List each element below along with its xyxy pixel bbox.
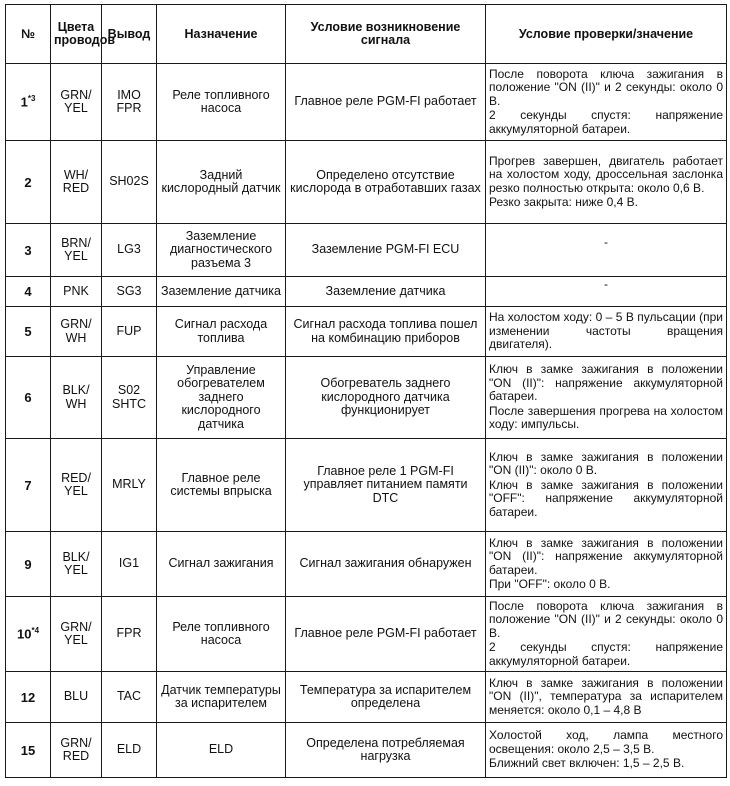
pin-name-cell: SG3 <box>102 277 157 307</box>
table-row <box>6 64 727 141</box>
pin-number-cell <box>6 64 51 141</box>
header-wire-color: Цвета проводов <box>51 5 102 64</box>
purpose-cell: Сигнал расхода топлива <box>157 307 286 357</box>
header-pin: Вывод <box>102 5 157 64</box>
pin-number-cell <box>6 597 51 672</box>
footnote-marker: *3 <box>27 94 36 104</box>
check-condition-line: Ключ в замке зажигания в положении "OFF": напряжение аккумуляторной батареи. <box>489 477 723 519</box>
pin-number: 6 <box>24 390 32 405</box>
table-row <box>6 357 727 439</box>
table-row <box>6 672 727 723</box>
check-condition-line: Ключ в замке зажигания в положении "ON (II)": напряжение аккумуляторной батареи. <box>489 535 723 577</box>
purpose-cell: Главное реле системы впрыска <box>157 439 286 532</box>
pin-number: 1 <box>20 94 28 110</box>
pin-number-cell <box>6 277 51 307</box>
pin-number: 2 <box>24 174 32 190</box>
signal-condition-cell: Главное реле PGM-FI работает <box>286 597 486 672</box>
header-row <box>6 5 727 64</box>
empty-value-dash: - <box>604 276 608 291</box>
pin-number: 4 <box>24 284 32 299</box>
wire-color-cell: RED/ YEL <box>51 439 102 532</box>
pin-number: 7 <box>24 477 32 493</box>
pin-name-cell: MRLY <box>102 439 157 532</box>
check-condition-cell <box>486 357 727 439</box>
purpose-cell: ELD <box>157 723 286 778</box>
pin-number: 3 <box>24 242 32 258</box>
check-condition-cell <box>486 64 727 141</box>
check-condition-line: Холостой ход, лампа местного освещения: около 2,5 – 3,5 В. <box>489 728 723 756</box>
table-row <box>6 277 727 307</box>
signal-condition-cell: Определена потребляемая нагрузка <box>286 723 486 778</box>
check-condition-line: После завершения прогрева на холостом ходу: импульсы. <box>489 403 723 432</box>
pin-number-cell <box>6 224 51 277</box>
wire-color-cell: GRN/ RED <box>51 723 102 778</box>
wire-color-cell: GRN/ WH <box>51 307 102 357</box>
pin-number-cell <box>6 357 51 439</box>
check-condition-cell <box>486 277 727 307</box>
table-row <box>6 439 727 532</box>
check-condition-line: Ключ в замке зажигания в положении "ON (II)": напряжение аккумуляторной батареи. <box>489 362 723 404</box>
pin-number-cell <box>6 532 51 597</box>
signal-condition-cell: Заземление датчика <box>286 277 486 307</box>
check-condition-line: 2 секунды спустя: напряжение аккумуляторной батареи. <box>489 108 723 136</box>
header-no: № <box>6 5 51 64</box>
pin-name-cell: IG1 <box>102 532 157 597</box>
pin-name-cell: ELD <box>102 723 157 778</box>
check-condition-line: Ключ в замке зажигания в положении "ON (II)": около 0 В. <box>489 449 723 478</box>
purpose-cell: Реле топливного насоса <box>157 64 286 141</box>
signal-condition-cell: Сигнал зажигания обнаружен <box>286 532 486 597</box>
check-condition-cell <box>486 532 727 597</box>
purpose-cell: Датчик температуры за испарителем <box>157 672 286 723</box>
check-condition-cell <box>486 141 727 224</box>
table-row <box>6 532 727 597</box>
pin-number: 9 <box>24 556 32 572</box>
table-row <box>6 224 727 277</box>
pin-number-cell <box>6 672 51 723</box>
check-condition-line: Ключ в замке зажигания в положении "ON (II)", температура за испарителем меняется: около 0,1 – 4,8 В <box>489 675 723 717</box>
wire-color-cell: GRN/ YEL <box>51 64 102 141</box>
signal-condition-cell: Заземление PGM-FI ECU <box>286 224 486 277</box>
signal-condition-cell: Сигнал расхода топлива пошел на комбинацию приборов <box>286 307 486 357</box>
table-row <box>6 307 727 357</box>
wire-color-cell: BLU <box>51 672 102 723</box>
pin-name-cell: S02 SHTC <box>102 357 157 439</box>
check-condition-line: Резко закрыта: ниже 0,4 В. <box>489 195 638 209</box>
check-condition-line: При "OFF": около 0 В. <box>489 577 611 591</box>
wire-color-cell: BLK/ YEL <box>51 532 102 597</box>
wire-color-cell: PNK <box>51 277 102 307</box>
wire-color-cell: WH/ RED <box>51 141 102 224</box>
pin-number-cell <box>6 307 51 357</box>
purpose-cell: Управление обогревателем заднего кислородного датчика <box>157 357 286 439</box>
check-condition-line: После поворота ключа зажигания в положение "ON (II)" и 2 секунды: около 0 В. <box>489 598 723 640</box>
pin-name-cell: LG3 <box>102 224 157 277</box>
check-condition-line: На холостом ходу: 0 – 5 В пульсации (при изменении частоты вращения двигателя). <box>489 310 723 352</box>
purpose-cell: Реле топливного насоса <box>157 597 286 672</box>
table-row <box>6 141 727 224</box>
purpose-cell: Сигнал зажигания <box>157 532 286 597</box>
purpose-cell: Заземление датчика <box>157 277 286 307</box>
check-condition-cell <box>486 597 727 672</box>
table-row <box>6 723 727 778</box>
pin-name-cell: FUP <box>102 307 157 357</box>
pin-number: 5 <box>24 324 32 339</box>
check-condition-line: 2 секунды спустя: напряжение аккумуляторной батареи. <box>489 640 723 668</box>
signal-condition-cell: Температура за испарителем определена <box>286 672 486 723</box>
pin-name-cell: SH02S <box>102 141 157 224</box>
check-condition-line: Прогрев завершен, двигатель работает на холостом ходу, дроссельная заслонка резко полностью открыта: около 0,6 В. <box>489 153 723 195</box>
pin-number: 15 <box>20 742 36 758</box>
header-purpose: Назначение <box>157 5 286 64</box>
pin-name-cell: IMO FPR <box>102 64 157 141</box>
signal-condition-cell: Определено отсутствие кислорода в отработавших газах <box>286 141 486 224</box>
wire-color-cell: GRN/ YEL <box>51 597 102 672</box>
signal-condition-cell: Главное реле PGM-FI работает <box>286 64 486 141</box>
header-check-condition: Условие проверки/значение <box>486 5 727 64</box>
pin-number-cell <box>6 439 51 532</box>
pin-number-cell <box>6 141 51 224</box>
pin-table <box>5 4 727 778</box>
table-row <box>6 597 727 672</box>
check-condition-cell <box>486 672 727 723</box>
empty-value-dash: - <box>604 235 608 249</box>
header-signal-condition: Условие возникновение сигнала <box>286 5 486 64</box>
pin-name-cell: FPR <box>102 597 157 672</box>
purpose-cell: Задний кислородный датчик <box>157 141 286 224</box>
signal-condition-cell: Главное реле 1 PGM-FI управляет питанием памяти DTC <box>286 439 486 532</box>
check-condition-line: Ближний свет включен: 1,5 – 2,5 В. <box>489 756 685 771</box>
pin-name-cell: TAC <box>102 672 157 723</box>
pin-number-cell <box>6 723 51 778</box>
signal-condition-cell: Обогреватель заднего кислородного датчика функционирует <box>286 357 486 439</box>
pin-number: 10 <box>16 626 32 642</box>
check-condition-cell <box>486 224 727 277</box>
purpose-cell: Заземление диагностического разъема 3 <box>157 224 286 277</box>
check-condition-cell <box>486 307 727 357</box>
check-condition-line: После поворота ключа зажигания в положение "ON (II)" и 2 секунды: около 0 В. <box>489 66 723 108</box>
pin-number: 12 <box>20 689 36 705</box>
wire-color-cell: BRN/ YEL <box>51 224 102 277</box>
wire-color-cell: BLK/ WH <box>51 357 102 439</box>
check-condition-cell <box>486 723 727 778</box>
check-condition-cell <box>486 439 727 532</box>
footnote-marker: *4 <box>31 626 40 636</box>
